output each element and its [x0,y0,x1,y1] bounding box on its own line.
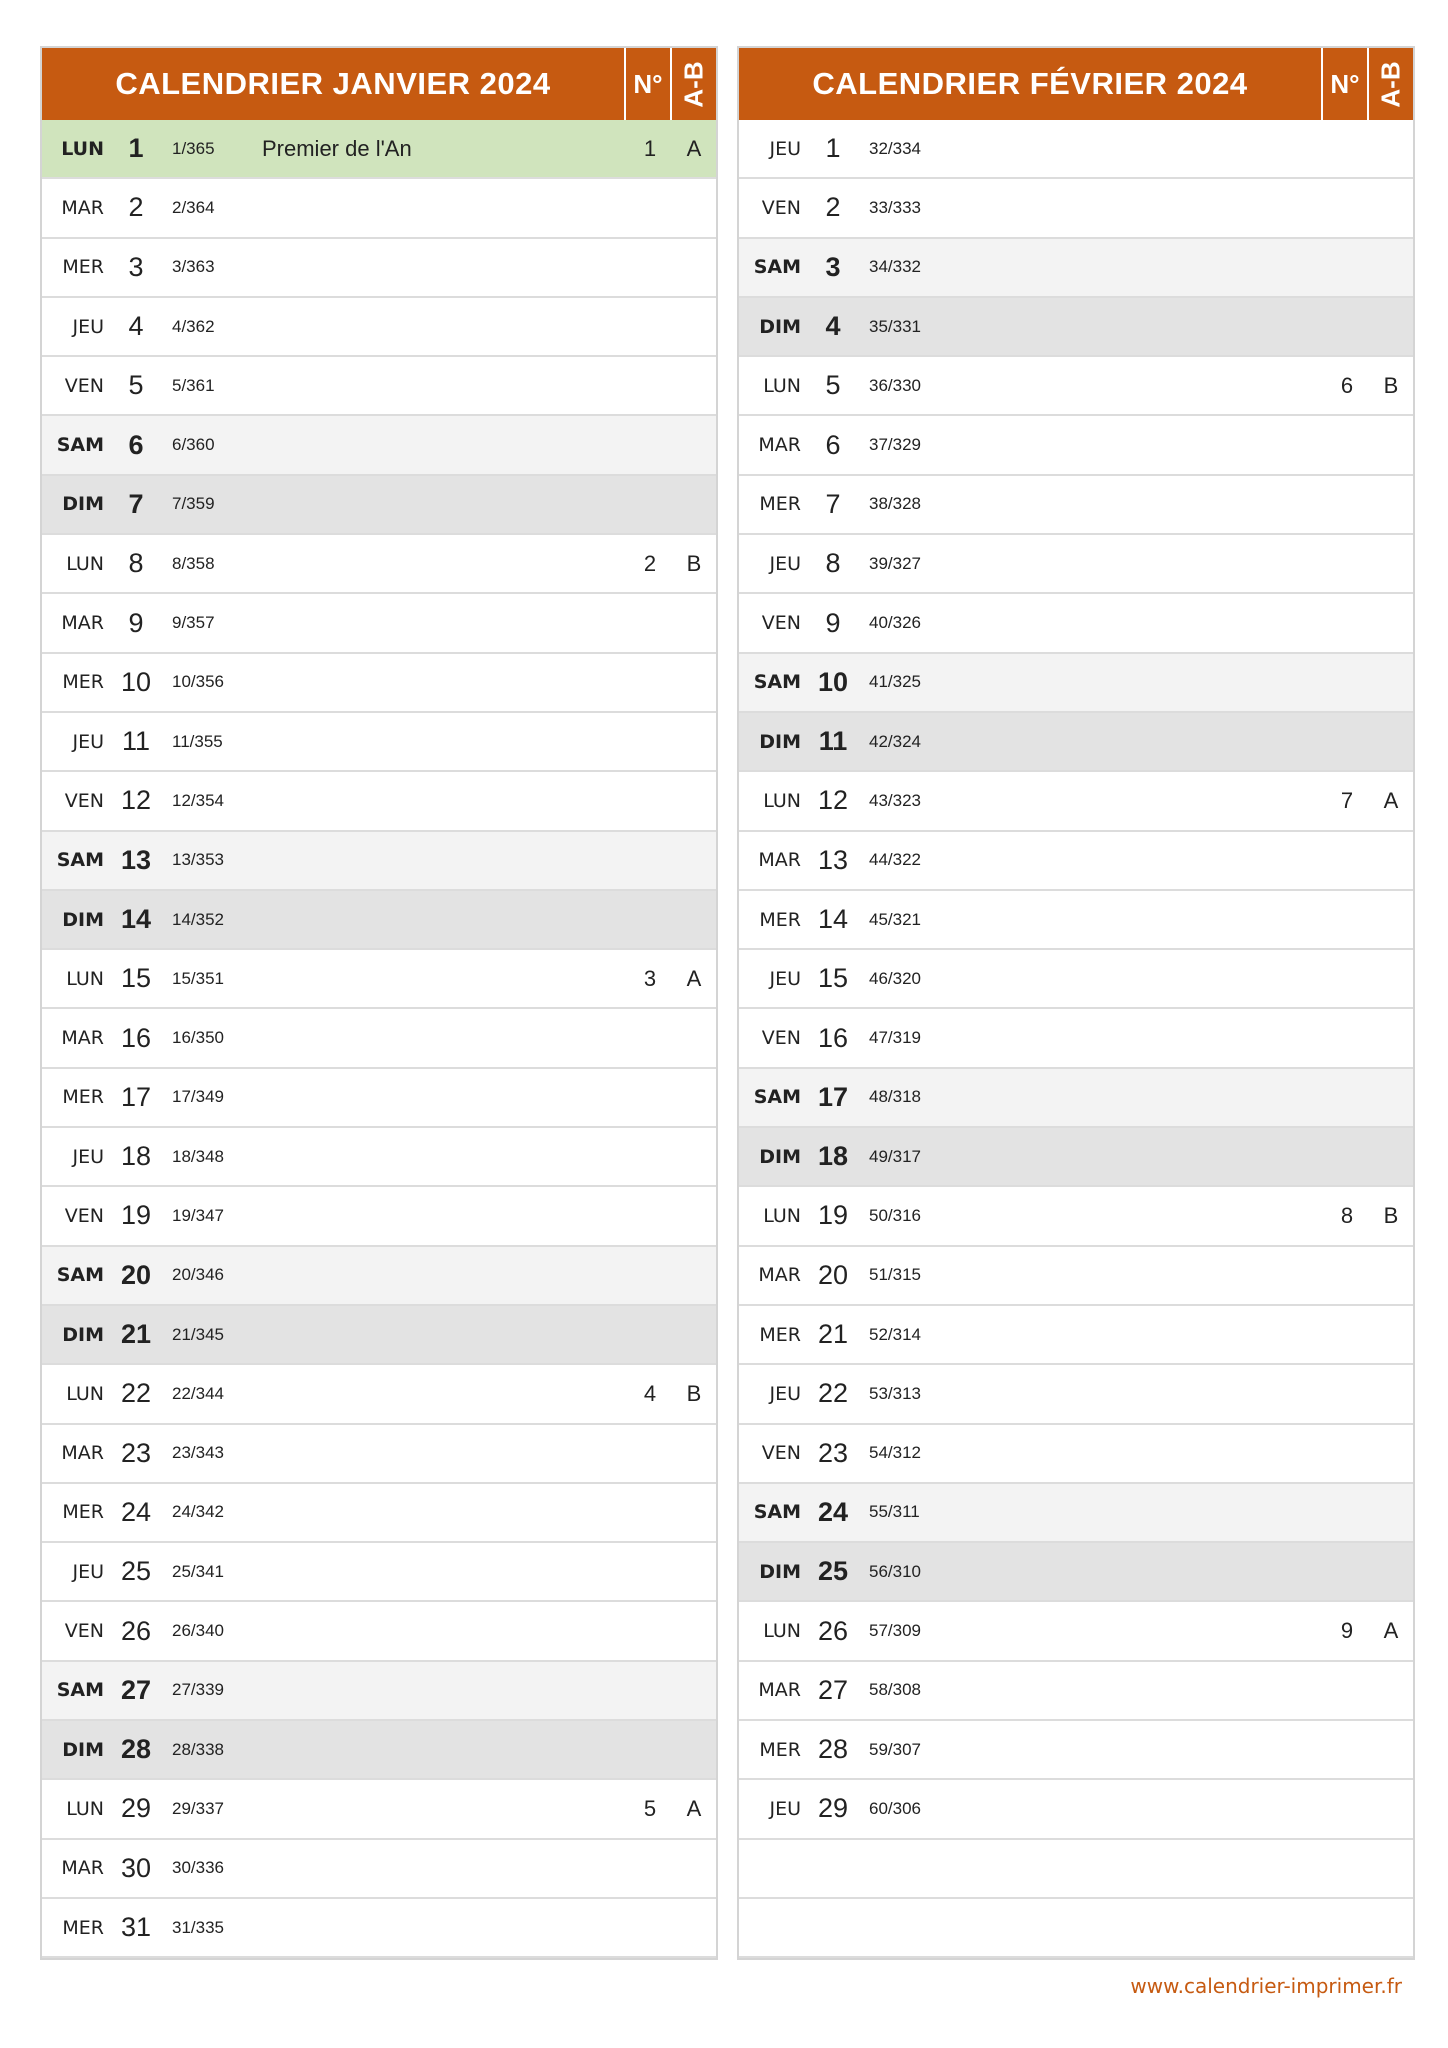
weekday-label: LUN [66,967,104,990]
day-number: 26 [817,1615,849,1646]
day-of-year: 11/355 [172,731,223,751]
weekday-label: LUN [61,137,104,160]
day-of-year: 26/340 [172,1621,224,1641]
day-row [42,239,716,298]
day-row [739,1365,1413,1424]
ab-week-header [1367,48,1413,120]
week-number: 1 [643,135,657,161]
day-row [42,950,716,1009]
weekday-label: DIM [759,730,801,753]
week-number: 2 [643,550,657,576]
day-row [739,950,1413,1009]
week-number: 6 [1340,372,1354,398]
day-of-year: 56/310 [869,1561,921,1581]
day-of-year: 52/314 [869,1324,921,1344]
day-of-year: 29/337 [172,1798,224,1818]
day-of-year: 40/326 [869,613,921,633]
day-number: 19 [120,1200,152,1231]
day-number: 21 [817,1319,849,1350]
weekday-label: SAM [753,671,801,694]
day-row [42,1662,716,1721]
day-row [42,1247,716,1306]
day-row [42,476,716,535]
weekday-label: DIM [62,1738,104,1761]
weekday-label: JEU [769,1797,801,1820]
weekday-label: JEU [769,137,801,160]
day-number: 15 [817,963,849,994]
day-row [42,594,716,653]
ab-week-letter: B [1383,372,1399,398]
ab-week-header [670,48,716,120]
day-number: 29 [817,1793,849,1824]
day-number: 5 [825,370,841,401]
day-number: 1 [825,133,841,164]
day-of-year: 44/322 [869,850,921,870]
day-row [42,1721,716,1780]
day-row [739,1425,1413,1484]
day-of-year: 23/343 [172,1443,224,1463]
day-row [739,1543,1413,1602]
day-number: 18 [817,1141,849,1172]
weekday-label: MAR [61,1027,104,1050]
weekday-label: JEU [769,1382,801,1405]
weekday-label: VEN [64,374,104,397]
weekday-label: LUN [763,1204,801,1227]
weekday-label: DIM [62,1323,104,1346]
day-row [739,891,1413,950]
day-of-year: 45/321 [869,909,921,929]
day-of-year: 21/345 [172,1324,224,1344]
day-row [42,1128,716,1187]
day-row [42,298,716,357]
day-of-year: 33/333 [869,197,921,217]
weekday-label: MER [759,1323,801,1346]
week-number: 5 [643,1795,657,1821]
day-number: 12 [817,785,849,816]
day-row [739,1187,1413,1246]
week-number: 9 [1340,1618,1354,1644]
week-number-header: N° [624,48,670,120]
week-number-header: N° [1321,48,1367,120]
day-row [739,1128,1413,1187]
weekday-label: SAM [56,1679,104,1702]
day-of-year: 43/323 [869,790,921,810]
day-row [739,1662,1413,1721]
day-number: 25 [120,1556,152,1587]
weekday-label: DIM [759,1560,801,1583]
weekday-label: LUN [66,1382,104,1405]
day-row [42,416,716,475]
weekday-label: DIM [62,493,104,516]
week-number: 7 [1340,787,1354,813]
day-of-year: 30/336 [172,1858,224,1878]
weekday-label: VEN [64,1204,104,1227]
day-number: 28 [817,1734,849,1765]
day-of-year: 27/339 [172,1680,224,1700]
day-row [739,535,1413,594]
day-row [739,1306,1413,1365]
day-row [42,1187,716,1246]
day-of-year: 53/313 [869,1383,921,1403]
day-of-year: 25/341 [172,1561,224,1581]
ab-week-letter: A [1383,1618,1399,1644]
ab-week-letter: A [686,135,702,161]
weekday-label: SAM [753,1086,801,1109]
day-number: 15 [120,963,152,994]
weekday-label: MER [759,908,801,931]
day-row [739,713,1413,772]
weekday-label: MER [759,493,801,516]
day-row [739,239,1413,298]
weekday-label: MAR [61,1857,104,1880]
weekday-label: MAR [758,1679,801,1702]
day-number: 6 [128,429,144,460]
day-number: 8 [128,548,144,579]
weekday-label: SAM [753,1501,801,1524]
day-number: 13 [817,844,849,875]
day-number: 10 [817,666,849,697]
holiday-name: Premier de l'An [262,135,412,161]
weekday-label: VEN [761,196,801,219]
day-of-year: 49/317 [869,1146,921,1166]
day-of-year: 9/357 [172,613,215,633]
day-row [42,713,716,772]
weekday-label: MER [759,1738,801,1761]
weekday-label: LUN [763,1620,801,1643]
day-number: 20 [120,1259,152,1290]
weekday-label: MAR [758,434,801,457]
day-of-year: 7/359 [172,494,215,514]
day-row [42,1602,716,1661]
empty-row [739,1840,1413,1899]
day-of-year: 38/328 [869,494,921,514]
day-number: 10 [120,666,152,697]
weekday-label: MAR [758,1264,801,1287]
day-number: 4 [128,311,144,342]
month-calendar-january [40,46,718,1960]
day-row [739,1602,1413,1661]
day-number: 11 [818,726,848,757]
day-of-year: 3/363 [172,257,215,277]
ab-week-letter: B [686,1380,702,1406]
ab-week-header-label: A-B [1375,60,1406,108]
day-row [42,120,716,179]
month-header [42,48,716,120]
day-row [739,1721,1413,1780]
day-of-year: 50/316 [869,1205,921,1225]
day-number: 24 [817,1496,849,1527]
day-number: 9 [825,607,841,638]
day-of-year: 15/351 [172,968,224,988]
day-row [739,120,1413,179]
day-row [42,1840,716,1899]
day-number: 25 [817,1556,849,1587]
day-of-year: 4/362 [172,316,215,336]
day-number: 14 [817,904,849,934]
day-of-year: 47/319 [869,1028,921,1048]
weekday-label: JEU [72,1145,104,1168]
day-row [42,1899,716,1958]
day-row [42,1780,716,1839]
day-row [739,476,1413,535]
day-of-year: 55/311 [869,1502,920,1522]
day-number: 19 [817,1200,849,1231]
day-row [42,1306,716,1365]
day-row [42,1484,716,1543]
day-number: 22 [817,1378,849,1409]
weekday-label: JEU [72,1560,104,1583]
weekday-label: SAM [56,1264,104,1287]
day-row [42,179,716,238]
weekday-label: SAM [56,849,104,872]
day-row [739,357,1413,416]
day-of-year: 17/349 [172,1087,224,1107]
day-number: 2 [128,192,144,223]
footer-website[interactable]: www.calendrier-imprimer.fr [1130,1974,1402,1998]
day-number: 20 [817,1259,849,1290]
day-row [42,357,716,416]
day-row [739,594,1413,653]
day-number: 18 [120,1141,152,1172]
day-of-year: 54/312 [869,1443,921,1463]
day-of-year: 59/307 [869,1739,921,1759]
day-row [739,772,1413,831]
month-title: CALENDRIER JANVIER 2024 [115,66,551,101]
day-row [739,298,1413,357]
weekday-label: VEN [64,1620,104,1643]
day-row [739,1009,1413,1068]
day-number: 16 [817,1022,849,1053]
day-of-year: 28/338 [172,1739,224,1759]
week-number: 4 [643,1380,657,1406]
day-rows [42,120,716,1958]
week-number: 8 [1340,1202,1354,1228]
weekday-label: LUN [763,374,801,397]
day-of-year: 13/353 [172,850,224,870]
day-of-year: 37/329 [869,435,921,455]
day-of-year: 31/335 [172,1917,224,1937]
day-of-year: 46/320 [869,968,921,988]
day-of-year: 57/309 [869,1621,921,1641]
day-number: 6 [825,429,841,460]
day-of-year: 18/348 [172,1146,224,1166]
day-number: 4 [825,311,841,342]
day-number: 27 [120,1674,152,1705]
day-of-year: 1/365 [172,138,215,158]
day-row [42,1069,716,1128]
day-row [42,535,716,594]
day-of-year: 19/347 [172,1205,224,1225]
ab-week-letter: B [1383,1202,1399,1228]
day-number: 8 [825,548,841,579]
weekday-label: MAR [61,1442,104,1465]
day-number: 7 [128,488,144,519]
month-title: CALENDRIER FÉVRIER 2024 [812,66,1248,101]
day-number: 27 [817,1674,849,1705]
day-of-year: 10/356 [172,672,224,692]
day-row [42,891,716,950]
weekday-label: LUN [66,1797,104,1820]
day-number: 14 [120,904,152,934]
day-number: 16 [120,1022,152,1053]
day-of-year: 48/318 [869,1087,921,1107]
weekday-label: VEN [761,1442,801,1465]
day-of-year: 24/342 [172,1502,224,1522]
day-row [42,1365,716,1424]
ab-week-header-label: A-B [678,60,709,108]
week-number: 3 [643,965,657,991]
day-of-year: 20/346 [172,1265,224,1285]
weekday-label: LUN [763,789,801,812]
day-of-year: 5/361 [172,375,215,395]
weekday-label: JEU [72,730,104,753]
day-number: 23 [120,1437,152,1468]
weekday-label: VEN [64,789,104,812]
weekday-label: JEU [769,967,801,990]
day-of-year: 16/350 [172,1028,224,1048]
day-row [739,1069,1413,1128]
day-number: 30 [120,1852,152,1883]
day-of-year: 32/334 [869,138,921,158]
day-of-year: 2/364 [172,197,215,217]
weekday-label: DIM [759,315,801,338]
day-row [739,1247,1413,1306]
month-header [739,48,1413,120]
weekday-label: MAR [61,612,104,635]
day-rows [739,120,1413,1958]
weekday-label: LUN [66,552,104,575]
weekday-label: MER [62,256,104,279]
day-number: 5 [128,370,144,401]
day-number: 28 [120,1734,152,1765]
day-row [42,654,716,713]
day-number: 2 [825,192,841,223]
day-row [739,416,1413,475]
day-number: 11 [121,726,151,757]
weekday-label: DIM [62,908,104,931]
ab-week-letter: A [686,965,702,991]
day-number: 3 [128,251,144,282]
day-row [739,1780,1413,1839]
day-number: 17 [817,1081,849,1112]
day-of-year: 34/332 [869,257,921,277]
weekday-label: DIM [759,1145,801,1168]
weekday-label: VEN [761,612,801,635]
weekday-label: MER [62,671,104,694]
day-number: 3 [825,251,841,282]
weekday-label: MER [62,1916,104,1939]
day-row [739,1484,1413,1543]
day-of-year: 39/327 [869,553,921,573]
day-of-year: 51/315 [869,1265,921,1285]
day-number: 29 [120,1793,152,1824]
day-number: 13 [120,844,152,875]
day-row [42,1425,716,1484]
day-row [739,654,1413,713]
weekday-label: SAM [56,434,104,457]
day-number: 26 [120,1615,152,1646]
day-number: 7 [825,488,841,519]
day-of-year: 6/360 [172,435,215,455]
day-number: 17 [120,1081,152,1112]
day-row [739,832,1413,891]
day-number: 22 [120,1378,152,1409]
day-of-year: 58/308 [869,1680,921,1700]
weekday-label: MAR [61,196,104,219]
day-number: 12 [120,785,152,816]
day-of-year: 60/306 [869,1798,921,1818]
ab-week-letter: A [686,1795,702,1821]
day-row [42,772,716,831]
weekday-label: MER [62,1086,104,1109]
day-of-year: 41/325 [869,672,921,692]
day-of-year: 8/358 [172,553,215,573]
weekday-label: JEU [72,315,104,338]
weekday-label: VEN [761,1027,801,1050]
day-of-year: 12/354 [172,790,224,810]
day-number: 21 [120,1319,152,1350]
empty-row [739,1899,1413,1958]
day-number: 9 [128,607,144,638]
day-of-year: 22/344 [172,1383,224,1403]
day-of-year: 35/331 [869,316,921,336]
day-number: 24 [120,1496,152,1527]
day-of-year: 36/330 [869,375,921,395]
day-number: 23 [817,1437,849,1468]
weekday-label: MAR [758,849,801,872]
weekday-label: SAM [753,256,801,279]
day-of-year: 42/324 [869,731,921,751]
ab-week-letter: A [1383,787,1399,813]
ab-week-letter: B [686,550,702,576]
day-number: 1 [128,133,144,164]
weekday-label: MER [62,1501,104,1524]
day-row [42,1009,716,1068]
day-row [739,179,1413,238]
weekday-label: JEU [769,552,801,575]
day-number: 31 [120,1912,152,1943]
day-of-year: 14/352 [172,909,224,929]
day-row [42,1543,716,1602]
day-row [42,832,716,891]
month-calendar-february [737,46,1415,1960]
